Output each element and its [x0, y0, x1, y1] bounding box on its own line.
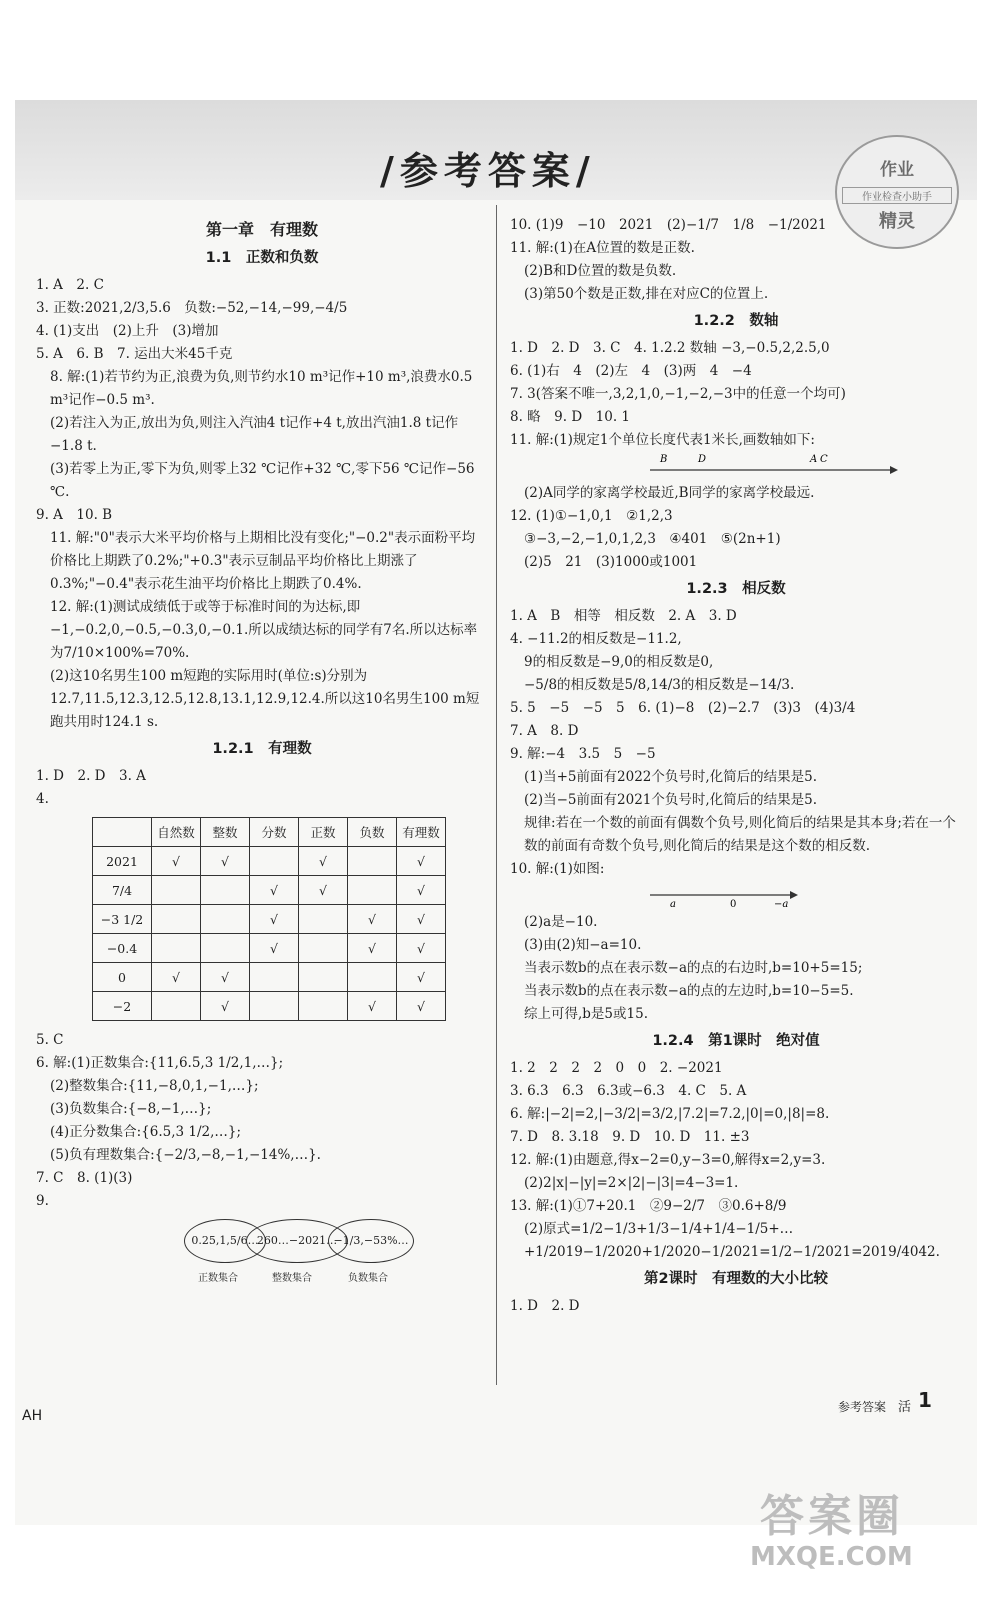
- answer-line: 8. 略 9. D 10. 1: [510, 409, 631, 425]
- point-neg-a-label: −a: [774, 899, 789, 910]
- answer-line: 7. D 8. 3.18 9. D 10. D 11. ±3: [510, 1129, 750, 1145]
- table-cell: √: [397, 847, 446, 876]
- set-caption: 正数集合: [198, 1273, 238, 1284]
- answer-line: 6. 解:(1)正数集合:{11,6.5,3 1/2,1,…};: [36, 1055, 284, 1071]
- number-line-diagram: [510, 452, 962, 482]
- answer-line: 9. 解:−4 3.5 5 −5: [510, 746, 656, 762]
- answer-line: 1. A 2. C: [36, 277, 104, 293]
- section-title: 第2课时 有理数的大小比较: [643, 1271, 829, 1287]
- origin-label: 0: [730, 899, 737, 910]
- table-cell: [152, 992, 201, 1021]
- answer-line: 4. −11.2的相反数是−11.2,: [510, 631, 682, 647]
- table-header-cell: 负数: [348, 818, 397, 847]
- table-cell: [250, 847, 299, 876]
- integer-set-ellipse: 260…−2021…: [246, 1219, 348, 1263]
- right-column: [510, 214, 962, 1318]
- table-cell: √: [201, 847, 250, 876]
- table-cell: 7/4: [93, 876, 152, 905]
- set-caption: 负数集合: [348, 1273, 388, 1284]
- table-row: [93, 934, 446, 963]
- positive-set-ellipse: 0.25,1,5/6…: [184, 1219, 266, 1263]
- table-header-cell: [93, 818, 152, 847]
- answer-line: (2)2|x|−|y|=2×|2|−|3|=4−3=1.: [524, 1175, 739, 1191]
- table-cell: 0: [93, 963, 152, 992]
- answer-line: 5. A 6. B 7. 运出大米45千克: [36, 346, 233, 362]
- table-header-cell: 分数: [250, 818, 299, 847]
- left-column: [36, 214, 488, 1293]
- table-cell: √: [397, 934, 446, 963]
- stamp-line3: 精灵: [879, 211, 915, 232]
- table-cell: √: [348, 934, 397, 963]
- answer-line: 1. D 2. D 3. C 4. 1.2.2 数轴 −3,−0.5,2,2.5,0: [510, 340, 830, 356]
- section-title: 1.2.3 相反数: [686, 581, 786, 597]
- site-watermark: [740, 1480, 980, 1590]
- table-cell: [348, 876, 397, 905]
- answer-line: 1. D 2. D: [510, 1298, 580, 1314]
- answer-line: 1. D 2. D 3. A: [36, 768, 146, 784]
- answer-line: (3)第50个数是正数,排在对应C的位置上.: [524, 286, 769, 302]
- table-cell: [348, 963, 397, 992]
- table-cell: √: [201, 963, 250, 992]
- stamp-line2: 作业检查小助手: [842, 187, 952, 204]
- table-cell: [299, 963, 348, 992]
- table-cell: √: [348, 992, 397, 1021]
- section-title: 1.2.2 数轴: [693, 313, 779, 329]
- table-header-cell: 有理数: [397, 818, 446, 847]
- table-row: [93, 876, 446, 905]
- answer-line: (2)整数集合:{11,−8,0,1,−1,…};: [50, 1078, 259, 1094]
- table-header-cell: 自然数: [152, 818, 201, 847]
- answer-line: (5)负有理数集合:{−2/3,−8,−1,−14%,…}.: [50, 1147, 321, 1163]
- table-cell: [299, 905, 348, 934]
- table-row: [93, 847, 446, 876]
- table-cell: √: [152, 847, 201, 876]
- page-number: 1: [918, 1388, 932, 1412]
- answer-line: (2)A同学的家离学校最近,B同学的家离学校最远.: [524, 485, 815, 501]
- answer-line: (2)若注入为正,放出为负,则注入汽油4 t记作+4 t,放出汽油1.8 t记作−1.8 t.: [50, 415, 459, 454]
- answer-line: 13. 解:(1)①7+20.1 ②9−2/7 ③0.6+8/9: [510, 1198, 787, 1214]
- classification-table: [92, 817, 446, 1021]
- table-cell: [152, 934, 201, 963]
- answer-line: 9. A 10. B: [36, 507, 113, 523]
- section-title: 1.2.1 有理数: [212, 741, 312, 757]
- answer-line: 当表示数b的点在表示数−a的点的左边时,b=10−5=5.: [524, 983, 854, 999]
- answer-line: 11. 解:(1)规定1个单位长度代表1米长,画数轴如下:: [510, 432, 815, 448]
- table-cell: −3 1/2: [93, 905, 152, 934]
- footer-live-label: 活: [898, 1400, 912, 1415]
- section-title: 1.2.4 第1课时 绝对值: [652, 1033, 820, 1049]
- answer-line: 3. 6.3 6.3 6.3或−6.3 4. C 5. A: [510, 1083, 747, 1099]
- table-cell: √: [250, 934, 299, 963]
- table-cell: [201, 934, 250, 963]
- watermark-bottom: MXQE.COM: [750, 1542, 913, 1572]
- table-cell: √: [397, 905, 446, 934]
- answer-line: (2)原式=1/2−1/3+1/3−1/4+1/4−1/5+…+1/2019−1/2020+1/2020−1/2021=1/2−1/2021=2019/4042.: [524, 1221, 940, 1260]
- page-title: /参考答案/: [380, 149, 596, 193]
- table-cell: √: [201, 992, 250, 1021]
- answer-line: 12. 解:(1)由题意,得x−2=0,y−3=0,解得x=2,y=3.: [510, 1152, 826, 1168]
- answer-line: 11. 解:(1)在A位置的数是正数.: [510, 240, 695, 256]
- answer-line: −5/8的相反数是5/8,14/3的相反数是−14/3.: [524, 677, 795, 693]
- table-cell: √: [250, 876, 299, 905]
- table-cell: √: [299, 876, 348, 905]
- table-row: [93, 963, 446, 992]
- number-line-svg-2: [510, 881, 962, 911]
- answer-line: 当表示数b的点在表示数−a的点的右边时,b=10+5=15;: [524, 960, 863, 976]
- table-cell: √: [152, 963, 201, 992]
- answer-line: 7. C 8. (1)(3): [36, 1170, 133, 1186]
- answer-line: 10. (1)9 −10 2021 (2)−1/7 1/8 −1/2021: [510, 217, 827, 233]
- footer-section-label: 参考答案: [838, 1400, 887, 1414]
- set-caption: 整数集合: [272, 1273, 312, 1284]
- table-cell: [201, 905, 250, 934]
- table-cell: √: [397, 876, 446, 905]
- answer-line: 规律:若在一个数的前面有偶数个负号,则化简后的结果是其本身;若在一个数的前面有奇数个负号,则化简后的结果是这个数的相反数.: [524, 815, 956, 854]
- answer-line: 5. C: [36, 1032, 64, 1048]
- answer-line: 11. 解:"0"表示大米平均价格与上期相比没有变化;"−0.2"表示面粉平均价格比上期跌了0.2%;"+0.3"表示豆制品平均价格比上期涨了0.3%;"−0.4"表示花生油平均价格比上期跌了0.4%.: [50, 530, 476, 592]
- answer-line: 6. 解:|−2|=2,|−3/2|=3/2,|7.2|=7.2,|0|=0,|8|=8.: [510, 1106, 830, 1122]
- answer-line: (3)若零上为正,零下为负,则零上32 ℃记作+32 ℃,零下56 ℃记作−56 ℃.: [50, 461, 475, 500]
- negative-set-ellipse: −1/3,−53%…: [328, 1219, 414, 1263]
- answer-line: 8. 解:(1)若节约为正,浪费为负,则节约水10 m³记作+10 m³,浪费水0.5 m³记作−0.5 m³.: [50, 369, 473, 408]
- table-cell: [152, 876, 201, 905]
- answer-line: 5. 5 −5 −5 5 6. (1)−8 (2)−2.7 (3)3 (4)3/4: [510, 700, 856, 716]
- chapter-title: 第一章 有理数: [205, 220, 318, 239]
- table-header-row: [93, 818, 446, 847]
- answer-line: 1. 2 2 2 2 0 0 2. −2021: [510, 1060, 723, 1076]
- answer-line: (2)B和D位置的数是负数.: [524, 263, 677, 279]
- section-title: 1.1 正数和负数: [205, 250, 319, 266]
- point-a-small-label: a: [670, 899, 676, 910]
- point-d-label: D: [698, 454, 707, 465]
- number-line-diagram-2: [510, 881, 962, 911]
- table-cell: √: [348, 905, 397, 934]
- answer-line: 10. 解:(1)如图:: [510, 861, 605, 877]
- answer-line: (2)a是−10.: [524, 914, 598, 930]
- table-header-cell: 整数: [201, 818, 250, 847]
- table-cell: √: [397, 992, 446, 1021]
- point-a-label: A: [810, 454, 818, 465]
- answer-line: 3. 正数:2021,2/3,5.6 负数:−52,−14,−99,−4/5: [36, 300, 348, 316]
- table-header-cell: 正数: [299, 818, 348, 847]
- point-b-label: B: [660, 454, 668, 465]
- table-cell: −0.4: [93, 934, 152, 963]
- answer-line: 4.: [36, 791, 49, 807]
- answer-line: 综上可得,b是5或15.: [524, 1006, 648, 1022]
- answer-line: 7. 3(答案不唯一,3,2,1,0,−1,−2,−3中的任意一个均可): [510, 386, 846, 402]
- point-c-label: C: [820, 454, 828, 465]
- answer-line: (4)正分数集合:{6.5,3 1/2,…};: [50, 1124, 242, 1140]
- table-cell: [250, 963, 299, 992]
- answer-line: (3)由(2)知−a=10.: [524, 937, 642, 953]
- table-cell: √: [397, 963, 446, 992]
- answer-line: 1. A B 相等 相反数 2. A 3. D: [510, 608, 737, 624]
- answer-line: 7. A 8. D: [510, 723, 579, 739]
- table-cell: [299, 934, 348, 963]
- table-row: [93, 992, 446, 1021]
- table-cell: [299, 992, 348, 1021]
- table-cell: [348, 847, 397, 876]
- table-row: [93, 905, 446, 934]
- column-divider: [496, 205, 497, 1385]
- answer-line: (2)这10名男生100 m短跑的实际用时(单位:s)分别为12.7,11.5,12.3,12.5,12.8,13.1,12.9,12.4.所以这10名男生100 m短跑共用时124.1 s.: [50, 668, 480, 730]
- answer-line: 6. (1)右 4 (2)左 4 (3)两 4 −4: [510, 363, 752, 379]
- answer-line: 9的相反数是−9,0的相反数是0,: [524, 654, 714, 670]
- answer-line: 12. (1)①−1,0,1 ②1,2,3: [510, 508, 673, 524]
- answer-line: ③−3,−2,−1,0,1,2,3 ④401 ⑤(2n+1): [524, 531, 781, 547]
- answer-line: (2)5 21 (3)1000或1001: [524, 554, 698, 570]
- answer-line: 9.: [36, 1193, 49, 1209]
- footer-edition-tag: AH: [22, 1408, 43, 1424]
- stamp-line1: 作业: [880, 160, 914, 180]
- table-cell: 2021: [93, 847, 152, 876]
- table-cell: √: [299, 847, 348, 876]
- table-cell: −2: [93, 992, 152, 1021]
- table-cell: [152, 905, 201, 934]
- number-line-svg: [510, 452, 962, 482]
- answer-line: (3)负数集合:{−8,−1,…};: [50, 1101, 212, 1117]
- answer-line: 4. (1)支出 (2)上升 (3)增加: [36, 323, 219, 339]
- answer-line: (1)当+5前面有2022个负号时,化简后的结果是5.: [524, 769, 818, 785]
- table-cell: [250, 992, 299, 1021]
- table-cell: √: [250, 905, 299, 934]
- set-diagram: [184, 1213, 424, 1293]
- table-cell: [201, 876, 250, 905]
- watermark-top: 答案圈: [760, 1491, 904, 1542]
- answer-line: (2)当−5前面有2021个负号时,化简后的结果是5.: [524, 792, 818, 808]
- answer-line: 12. 解:(1)测试成绩低于或等于标准时间的为达标,即−1,−0.2,0,−0.5,−0.3,0,−0.1.所以成绩达标的同学有7名.所以达标率为7/10×100%=70%.: [50, 599, 478, 661]
